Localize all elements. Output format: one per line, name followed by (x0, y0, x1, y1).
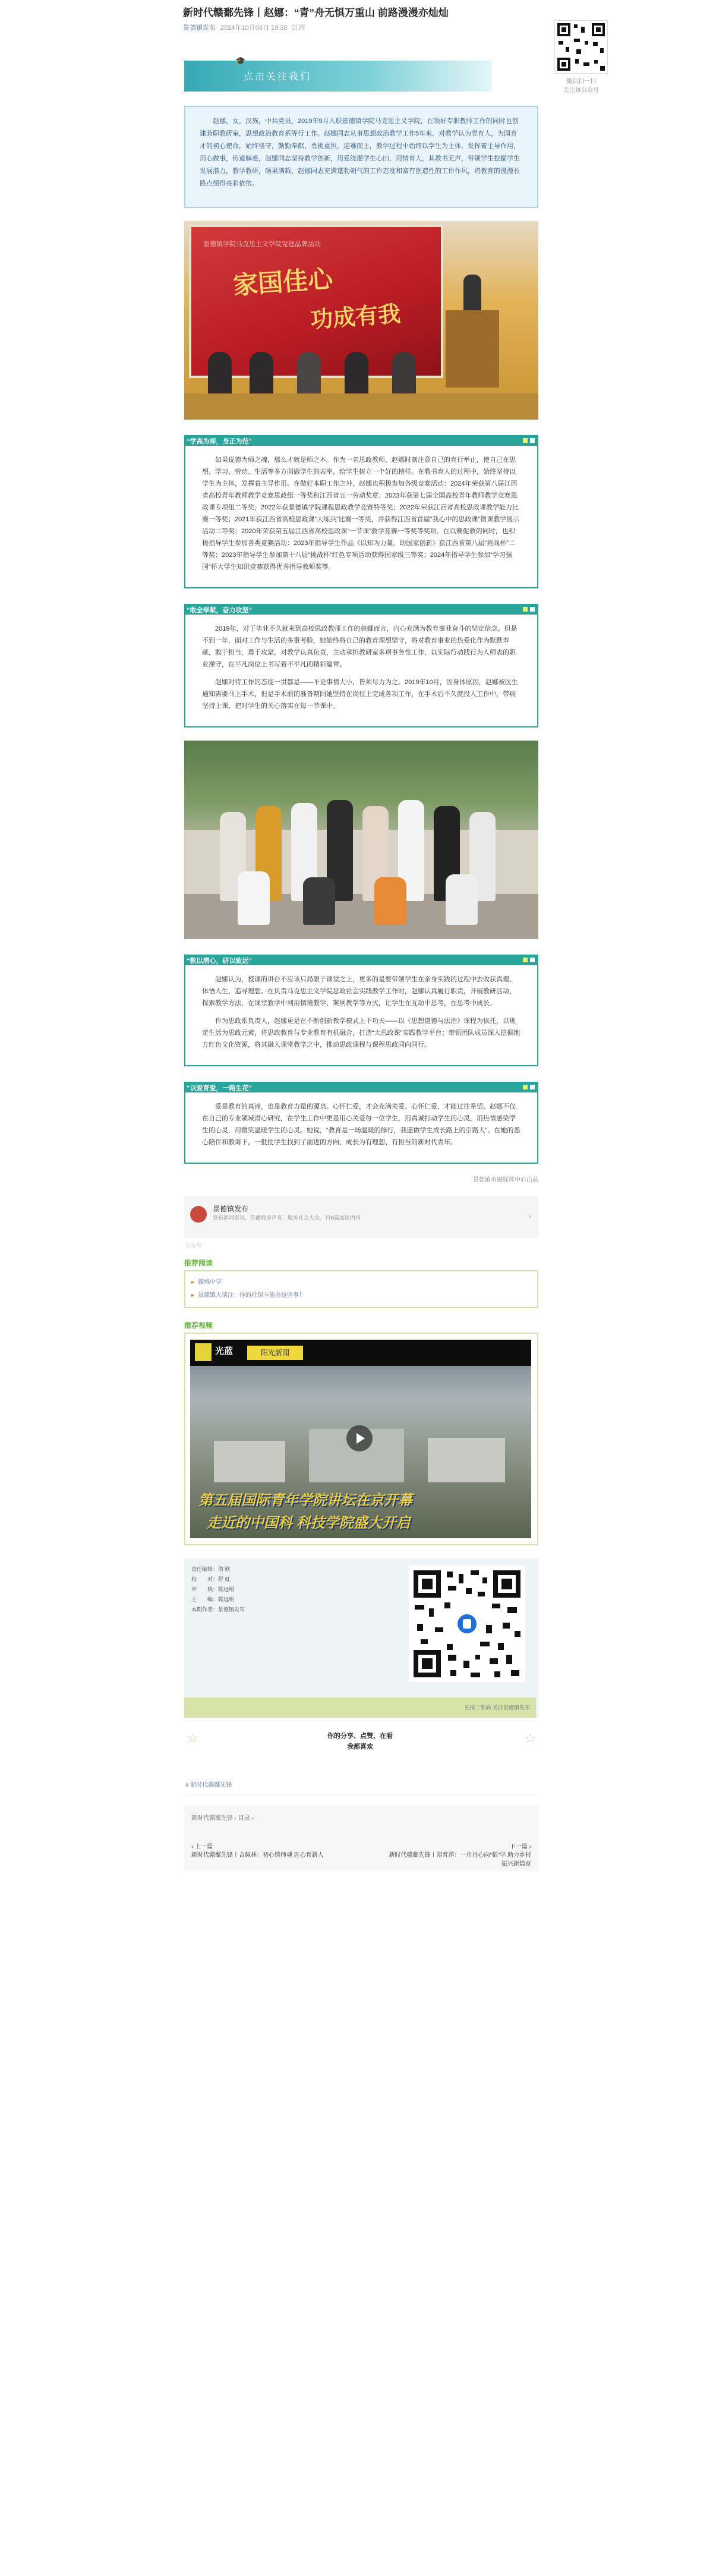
video-topbar (190, 1340, 531, 1366)
graduation-cap-icon: 🎓 (235, 56, 246, 65)
podium (446, 310, 499, 388)
account-link[interactable]: 景德镇发布 (183, 24, 216, 32)
paragraph: 赵娜对待工作的态度一贯都是——不论事情大小，皆须尽力为之。2019年10月，因身体原因，赵娜被医生通知需要马上手术，但是手术前的准备期间她坚持在岗位上完成各项工作，在手术后不久就投入工作中，带病坚持上课，把对学生的关心落实在每一节课中。 (202, 679, 518, 710)
square-icon (523, 958, 528, 962)
follow-banner-label: 点击关注我们 (244, 72, 312, 82)
side-qr-panel (551, 20, 611, 94)
account-desc: 发布新闻资讯，传播政府声音，服务社会大众。776篇原创内容 (213, 1215, 361, 1221)
series-nav (184, 1806, 538, 1871)
paragraph: 2019年，对于毕业不久就来到高校思政教师工作的赵娜而言，内心充满为教育事业奋斗的坚定信念。但是不到一年，面对工作与生活的多重考验，她始终将自己的教育理想坚守，将对教育事业的热爱化作为默默奉献，敢于担当，勇于攻坚，对教学认真负责，主动承担教研室多项事务性工作，以实际行动践行为人师表的职业操守，在平凡岗位上书写着不平凡的精彩篇章。 (202, 625, 518, 668)
audience-figure (297, 352, 321, 393)
square-icon (523, 607, 528, 612)
event-photo (184, 221, 538, 420)
square-icon (530, 438, 535, 443)
paragraph: 如果说德为师之魂，那么才就是师之本。作为一名思政教师，赵娜时刻注意自己的育行举止，使自己在思想、学习、劳动、生活等多方面做学生的表率，给学生树立一个好的榜样。在教书育人的过程中，始终坚持以学生为主体，发挥着主导作用。在做好本职工作之外，赵娜也积极参加各级竞赛活动：2024年荣获第八届江西省高校青年教师教学竞赛思政组一等奖和江西省五一劳动奖章；2023年获第七届全国高校青年教师教学竞赛思政课专项组二等奖；2022年获景德镇学院课程思政教学竞赛特等奖；2022年荣获江西省高校思政课教学能力比赛一等奖；2021年获江西省高校思政课“大练兵”比赛一等奖，并获得江西省首届“我心中的思政课”微课教学展示活动二等奖；2020年荣获第五届江西省高校思政课“一节课”教学竞赛一等奖等奖项。在以赛促教的同时，也积极指导学生参加各类竞赛活动：2023年指导学生作品《以知为力量，助国家创新》获江西省第八届“挑战杯”二等奖；2023年指导学生参加第十八届“挑战杯”红色专项活动获得国家级三等奖；2024年指导学生参加“学习强国”杯大学生知识竞赛获得优秀指导教师奖等。 (202, 456, 520, 571)
section-body (184, 1092, 538, 1164)
credits-panel (184, 1558, 538, 1718)
paragraph: 赵娜认为，授课的讲台不应该只局限于课堂之上，更多的是要带领学生在亲身实践的过程中去收获真理、体悟人生，追寻理想。在负责马克思主义学院思政社会实践教学工作时，赵娜认真履行职责，开展教研活动，探索教学方法，在课堂教学中利用情境教学、案例教学等方式，让学生在互动中思考，在思考中成长。 (202, 976, 516, 1007)
building (214, 1441, 285, 1482)
media-logo-tag: 阳光新闻 (247, 1346, 303, 1360)
play-icon[interactable] (346, 1425, 373, 1451)
section-header (184, 604, 538, 615)
audience-figure (250, 352, 273, 393)
person-figure (303, 877, 335, 925)
square-icon (523, 438, 528, 443)
publish-datetime: 2024年10月06日 19:30 (220, 24, 288, 32)
source-note: 景德镇市融媒体中心出品 (473, 1177, 538, 1183)
media-logo-icon (195, 1343, 212, 1361)
section-body (184, 965, 538, 1066)
section-header (184, 1082, 538, 1092)
video-heading: 推荐视频 (184, 1321, 213, 1330)
recommended-heading: 推荐阅读 (184, 1259, 213, 1267)
section-body (184, 615, 538, 728)
audience-figure (345, 352, 368, 393)
topic-tag[interactable]: # 新时代赣鄱先锋 (185, 1782, 232, 1788)
video-caption-2: 走近的中国科 科技学院盛大开启 (207, 1515, 411, 1531)
side-qr-caption-1: 微信扫一扫 (566, 78, 596, 85)
account-card[interactable] (184, 1196, 538, 1238)
building (428, 1438, 505, 1482)
account-type-label: 公众号 (185, 1243, 202, 1249)
credit-line: 本期作者：景德镇发布 (191, 1607, 245, 1613)
article-title: 新时代赣鄱先锋丨赵娜：“青”舟无惧万重山 前路漫漫亦灿灿 (183, 7, 449, 18)
next-article-title[interactable]: 新时代赣鄱先锋丨郑育萍：一片丹心向“稻”学 助力乡村振兴新篇章 (389, 1852, 531, 1868)
recommended-link[interactable]: 景德镇人请注：你的社保卡能办这些事！ (198, 1292, 305, 1299)
star-icon: ☆ (187, 1731, 198, 1746)
recommended-item[interactable] (191, 1289, 531, 1302)
person-figure (238, 871, 270, 925)
follow-banner[interactable] (184, 56, 492, 92)
paragraph: 爱是教育的真谛，也是教育力量的源泉。心怀仁爱，才会充满关爱。心怀仁爱，才能过往希望。赵娜不仅在自己的专业领域潜心研究，在学生工作中更是用心关爱每一位学生，用真诚打动学生的心灵，用热情感染学生的心灵，用微笑温暖学生的心灵。她说，“教育是一场温暖的修行，我愿做学生成长路上的引路人”。在她的悉心陪伴和教诲下，一批批学生找到了前进的方向，成长为有理想、有担当的新时代青年。 (202, 1103, 520, 1146)
article-meta (183, 23, 540, 32)
side-qr-caption-2: 关注该公众号 (563, 87, 599, 94)
prev-article-label[interactable]: ‹ 上一篇 (191, 1844, 213, 1850)
share-prompt (184, 1728, 538, 1770)
section-body (184, 446, 538, 588)
media-logo-text: 光蓝 (215, 1346, 234, 1356)
section-header (184, 955, 538, 965)
next-article-label[interactable]: 下一篇 › (509, 1844, 531, 1850)
credit-line: 主 编：陈远明 (191, 1596, 235, 1602)
screen-small-title: 景德镇学院马克思主义学院党建品牌活动 (203, 241, 321, 248)
person-figure (374, 877, 406, 925)
prev-article-title[interactable]: 新时代赣鄱先锋丨吉佩林：初心铸师魂 匠心育新人 (191, 1852, 324, 1859)
paragraph: 作为思政系负责人，赵娜更是在不断创新教学模式上下功夫——以《思想道德与法治》课程为依托，以规定生活为思政元素，将思政教育与专业教育有机融合，打造“大思政课”实践教学平台；带领团队成员深入挖掘地方红色文化资源，将其融入课堂教学之中，推动思政课程与课程思政同向同行。 (202, 1018, 520, 1048)
recommended-item[interactable] (191, 1276, 531, 1289)
square-icon (530, 607, 535, 612)
account-logo-icon (190, 1206, 207, 1223)
credits-bar (184, 1698, 536, 1718)
section-title: “学高为师，身正为范” (187, 438, 252, 445)
credits-lines (191, 1564, 245, 1615)
share-line-2: 我都喜欢 (347, 1743, 373, 1750)
section-title: “敢全奉献，奋力攻坚” (187, 607, 252, 614)
audience-figure (392, 352, 416, 393)
account-name: 景德镇发布 (213, 1205, 249, 1213)
credit-line: 责任编辑：俞 欣 (191, 1566, 231, 1572)
bullet-icon: ▸ (191, 1292, 195, 1299)
star-icon: ☆ (524, 1731, 536, 1746)
intro-box: 赵娜，女，汉族，中共党员，2019年9月入职景德镇学院马克思主义学院，在领好专职教师工作的同时也创建兼职教研室，思想政治教育系等行工作。赵娜同志从事思想政治教学工作5年来，对教学认为党育人，为国育才的初心使命，始终恪守，勤勤奉献，勇挑重担，迎难而上，教学过程中始终以学生为主体，发挥着主导作用，用心做事，传道解惑，赵娜同志坚持教学创新，用爱浇灌学生心田，用情育人，其教书无声，带领学生挖掘学生发展潜力，教学教研，硕果满载，赵娜同志充满蓬勃朝气的工作态度和富有创造性的工作作风，将教育的漫漫长路点缀得亮彩依依。 (184, 106, 538, 208)
square-icon (530, 1085, 535, 1089)
series-header[interactable]: 新时代赣鄱先锋 · 目录 › (191, 1815, 254, 1822)
qr-code (409, 1566, 525, 1682)
recommended-list (184, 1270, 538, 1308)
credits-bar-text: 长按二维码 关注景德镇发布 (464, 1705, 530, 1711)
share-line-1: 你的分享、点赞、在看 (327, 1733, 393, 1740)
group-photo (184, 741, 538, 939)
section-title: “教以潜心，研以致远” (187, 958, 252, 965)
chevron-right-icon: › (528, 1211, 531, 1220)
screen-slogan-1: 家国佳心 (232, 264, 334, 300)
audience-figure (208, 352, 232, 393)
video-box (184, 1333, 538, 1545)
screen-slogan-2: 功成有我 (309, 300, 402, 333)
square-icon (530, 958, 535, 962)
side-qr-code (554, 20, 608, 74)
credit-line: 校 对：舒 虹 (191, 1576, 231, 1582)
video-caption-1: 第五届国际青年学院讲坛在京开幕 (198, 1492, 412, 1509)
credit-line: 审 核：陈远明 (191, 1586, 235, 1592)
bullet-icon: ▸ (191, 1279, 195, 1286)
table (184, 393, 538, 420)
recommended-link[interactable]: 赣城中学 (198, 1279, 222, 1286)
square-icon (523, 1085, 528, 1089)
section-header (184, 435, 538, 446)
publish-location: 江西 (292, 24, 305, 32)
video-player[interactable] (190, 1340, 531, 1538)
article (183, 0, 540, 1871)
person-figure (446, 874, 478, 925)
section-title: “以爱育爱，一路生花” (187, 1085, 252, 1092)
